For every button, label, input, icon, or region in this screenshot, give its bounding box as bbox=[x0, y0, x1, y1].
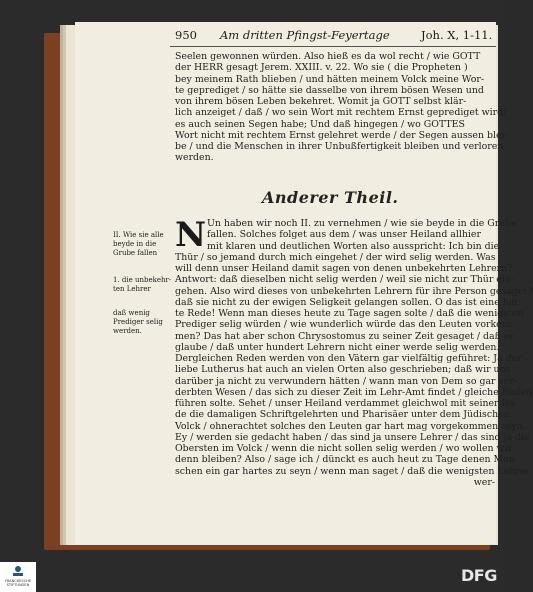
text-line: glaube / daß unter hundert Lehrern nicht einer werde selig werden. bbox=[175, 341, 500, 353]
text-line: denn bleiben? Also / sage ich / dünckt es auch heut zu Tage denen Men- bbox=[175, 454, 518, 466]
margin-note: daß wenig Prediger selig werden. bbox=[113, 309, 163, 335]
text-line: gehen. Also wird dieses von unbekehrten Lehrern für ihre Person gesaget / bbox=[175, 285, 533, 297]
running-title: Am dritten Pfingst-Feyertage bbox=[220, 28, 390, 42]
text-line: derbten Wesen / das sich zu dieser Zeit im Lehr-Amt findet / gleiche Reden bbox=[175, 386, 532, 398]
text-line: Ey / werden sie gedacht haben / das sind ja unsere Lehrer / das sind ja die bbox=[175, 431, 530, 443]
text-line: de die damaligen Schriftgelehrten und Pharisäer unter dem Jüdischen bbox=[175, 409, 510, 421]
text-line: daß sie nicht zu der ewigen Seligkeit gelangen sollen. O das ist eine har- bbox=[175, 296, 523, 308]
margin-note: 1. die unbekehr-ten Lehrer bbox=[113, 276, 172, 293]
text-line: men? Das hat aber schon Chrysostomus zu seiner Zeit gesaget / daß er bbox=[175, 330, 514, 342]
text-line: Antwort: daß dieselben nicht selig werden / weil sie nicht zur Thür ein- bbox=[175, 274, 515, 286]
page-header bbox=[175, 28, 495, 48]
text-line: Seelen gewonnen würden. Also hieß es da wol recht / wie GOTT bbox=[175, 51, 481, 62]
text-line: darüber ja nicht zu verwundern hätten / wann man von Dem so gar ver- bbox=[175, 375, 518, 387]
francke-emblem-icon bbox=[11, 565, 25, 577]
paragraph-second bbox=[175, 215, 533, 488]
text-line: von ihrem bösen Leben bekehret. Womit ja GOTT selbst klär- bbox=[175, 96, 467, 107]
text-line: schen ein gar hartes zu seyn / wenn man saget / daß die wenigsten Lehrer bbox=[175, 465, 530, 477]
header-rule bbox=[170, 46, 496, 47]
text-line: Un haben wir noch II. zu vernehmen / wie sie beyde in die Grube bbox=[207, 218, 517, 229]
margin-note: II. Wie sie alle beyde in die Grube fallen bbox=[113, 231, 164, 257]
text-line: der HERR gesagt Jerem. XXIII. v. 22. Wo sie ( die Propheten ) bbox=[175, 62, 468, 74]
text-line: lich anzeiget / daß / wo sein Wort mit rechtem Ernst geprediget wird/ bbox=[175, 107, 507, 119]
text-line: führen solte. Sehet / unser Heiland verdammet gleichwol mit seiner Re- bbox=[175, 398, 518, 409]
text-line: es auch seinen Segen habe; Und daß hingegen / wo GOTTES bbox=[175, 118, 465, 130]
text-line: liebe Lutherus hat auch an vielen Orten also geschrieben; daß wir uns bbox=[175, 364, 511, 376]
text-line: will denn unser Heiland damit sagen von denen unbekehrten Lehrern? bbox=[175, 263, 513, 274]
page-number: 950 bbox=[175, 28, 197, 42]
text-line: Wort nicht mit rechtem Ernst gelehret werde / der Segen aussen blei- bbox=[175, 129, 508, 141]
text-line: be / und die Menschen in ihrer Unbußfertigkeit bleiben und verloren bbox=[175, 141, 504, 152]
text-line: te Rede! Wenn man dieses heute zu Tage sagen solte / daß die wenigsten bbox=[175, 308, 524, 319]
section-heading: Anderer Theil. bbox=[262, 188, 399, 207]
running-verse: Joh. X, 1-11. bbox=[421, 28, 493, 42]
text-line: te geprediget / so hätte sie dasselbe von ihrem bösen Wesen und bbox=[175, 84, 484, 96]
text-line: werden. bbox=[175, 152, 214, 164]
paragraph-first bbox=[175, 51, 508, 164]
text-line: Prediger selig würden / wie wunderlich würde das den Leuten vorkom- bbox=[175, 319, 514, 331]
drop-cap: N bbox=[175, 215, 207, 255]
text-line: Obersten im Volck / wenn die nicht sollen selig werden / wo wollen wir bbox=[175, 443, 513, 454]
text-line: bey meinem Rath blieben / und hätten meinem Volck meine Wor- bbox=[175, 73, 485, 85]
text-line: Dergleichen Reden werden von den Vätern gar vielfältig geführet: Ja der bbox=[175, 353, 522, 364]
viewer-footer bbox=[0, 562, 504, 592]
francke-logo-text: FRANCKESCHE STIFTUNGEN bbox=[4, 579, 32, 587]
text-line: Thür / so jemand durch mich eingehet / der wird selig werden. Was bbox=[175, 251, 496, 263]
text-line: mit klaren und deutlichen Worten also ausspricht: Ich bin die bbox=[207, 240, 500, 252]
dfg-logo[interactable]: DFG bbox=[461, 566, 497, 585]
text-line: fallen. Solches folget aus dem / was unser Heiland allhier bbox=[207, 229, 481, 241]
catchword: wer- bbox=[473, 476, 495, 488]
text-line: Volck / ohnerachtet solches den Leuten gar hart mag vorgekommen seyn. bbox=[175, 420, 526, 432]
francke-logo[interactable] bbox=[0, 562, 36, 592]
